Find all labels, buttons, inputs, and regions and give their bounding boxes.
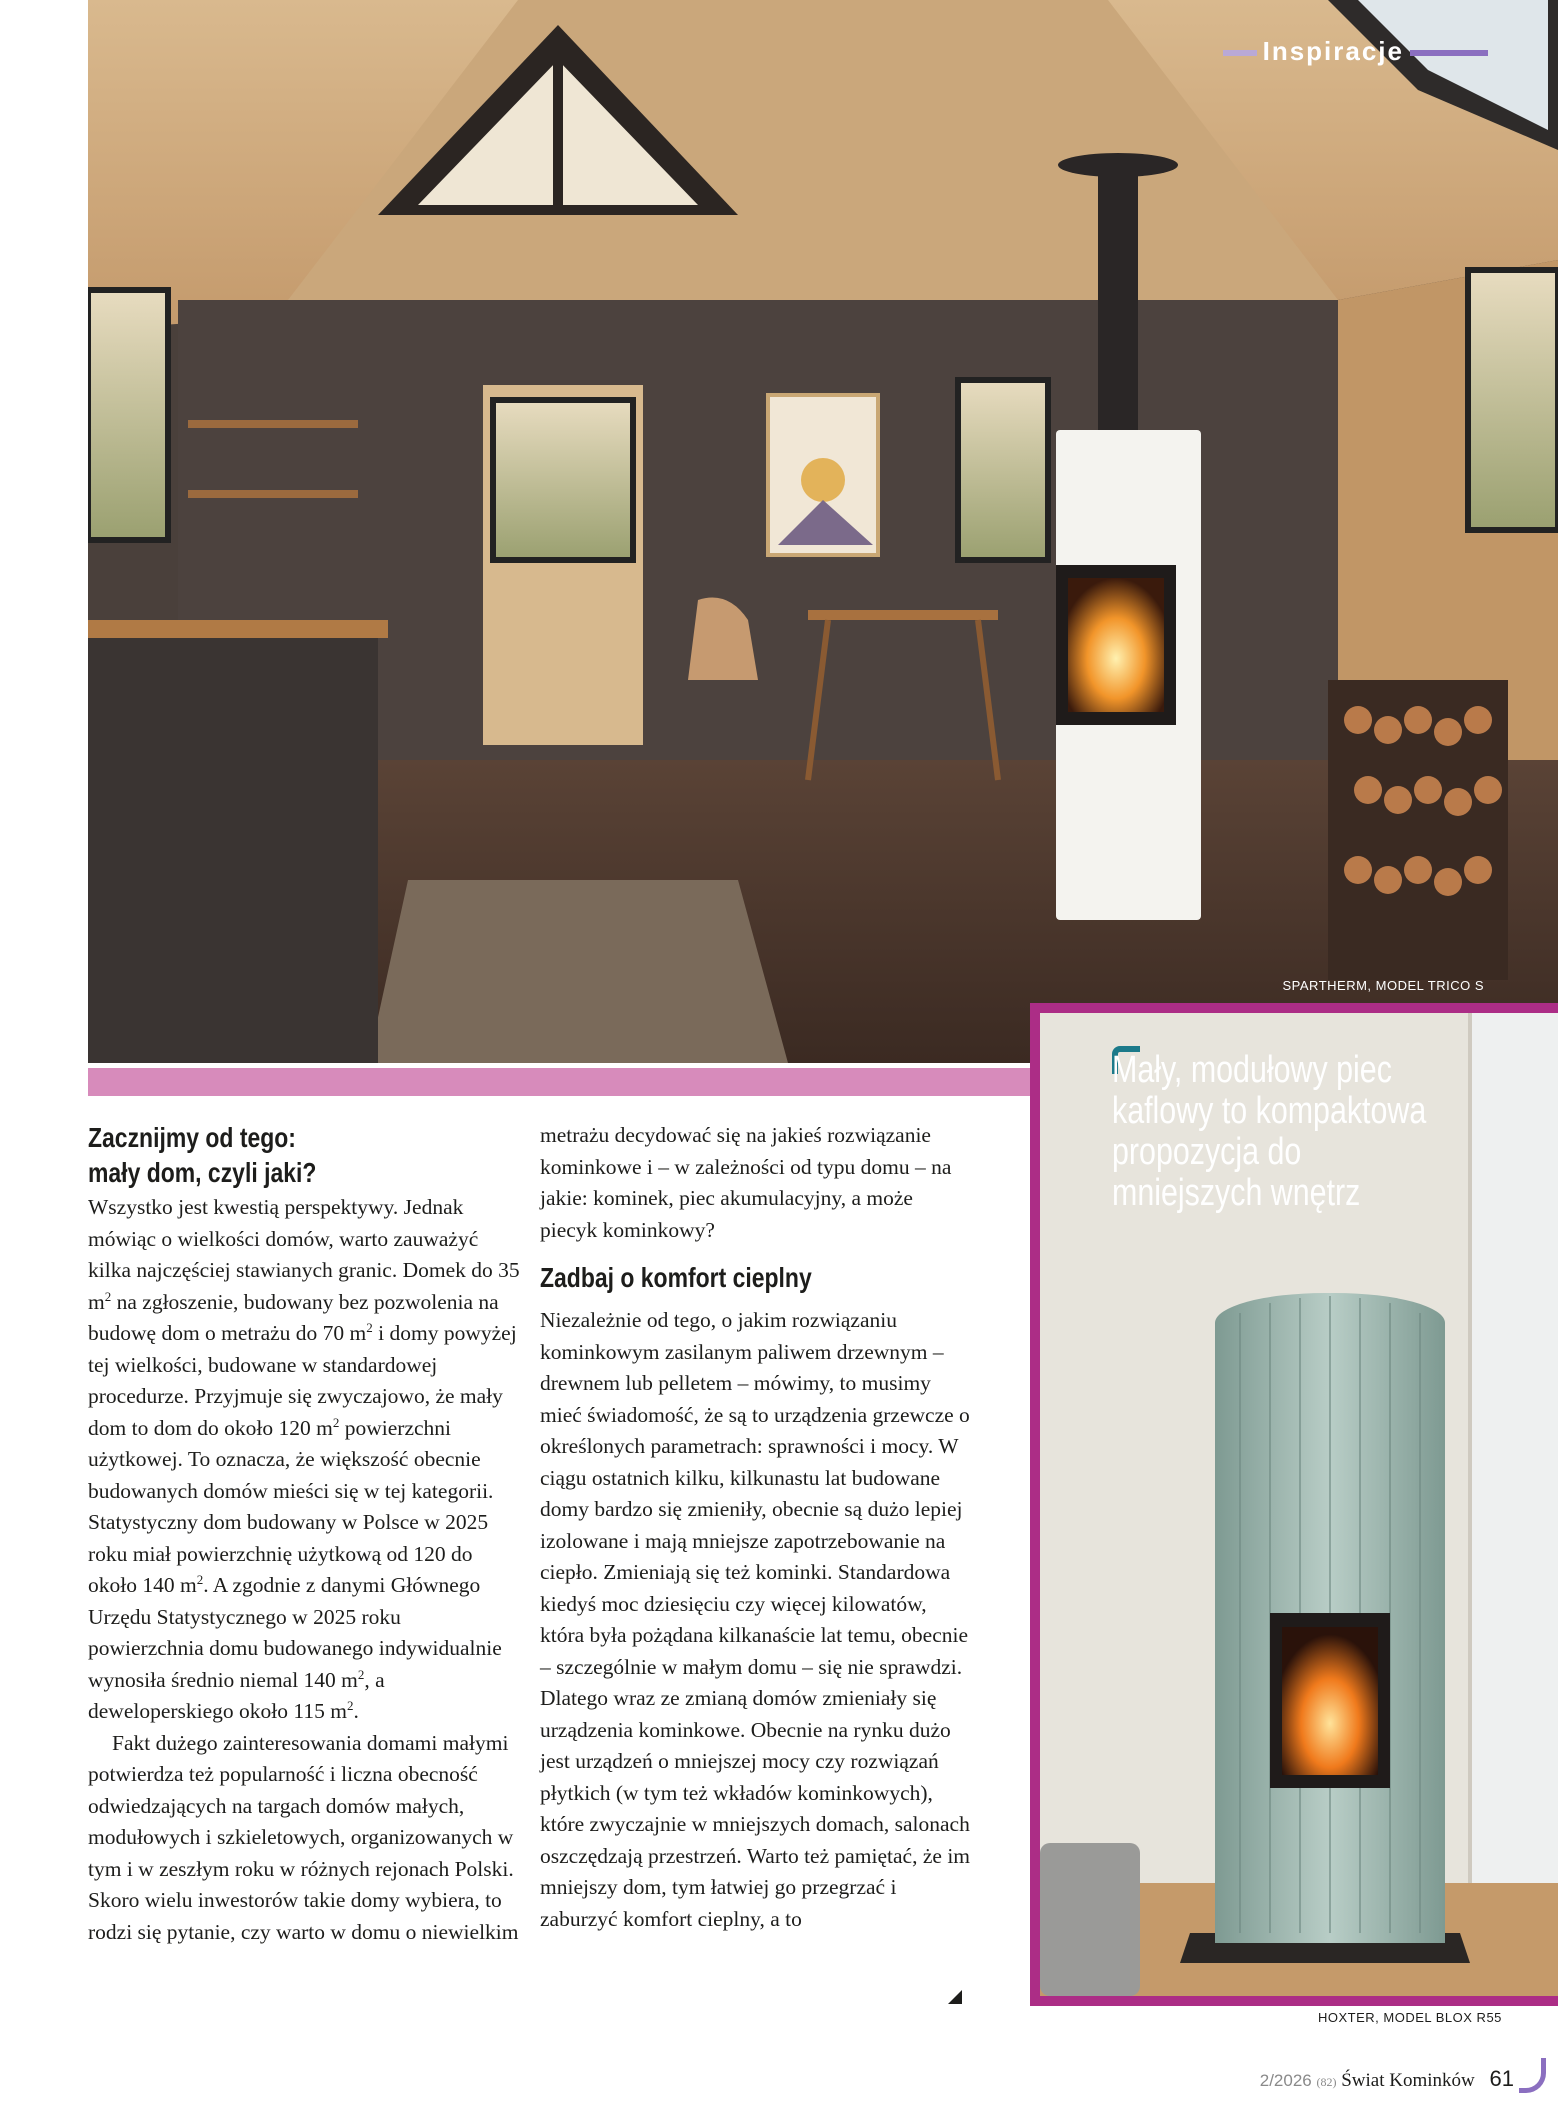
hero-photo: [88, 0, 1558, 1063]
section-bar-right: [1410, 50, 1488, 56]
issue-date: 2/2026: [1259, 2071, 1312, 2090]
section-tag: [1223, 36, 1488, 67]
sidebar-photo-caption: HOXTER, MODEL BLOX R55: [1318, 2010, 1502, 2025]
footer-curl-icon: [1519, 2058, 1546, 2093]
section-heading-small-house: [88, 1120, 520, 1190]
paragraph-continuation: metrażu decydować się na jakieś rozwiązanie kominkowe i – w zależności od typu domu – na jakie: kominek, piec akumulacyjny, a może piecyk kominkowy?: [540, 1123, 952, 1242]
text-run: powierzchni użytkowej. To oznacza, że większość obecnie budowanych domów mieści się w tej kategorii. Statystyczny dom budowany w Polsce w 2025 roku miał powierzchnię użytkową od 120 do około 140 m: [88, 1415, 494, 1597]
text-run: na zgłoszenie, budowany bez pozwolenia na budowę dom o metrażu do 70 m: [88, 1289, 499, 1345]
superscript: 2: [332, 1414, 340, 1430]
text-run: .: [353, 1699, 359, 1723]
paragraph-house-size: [88, 1192, 520, 1728]
text-run: . A zgodnie z danymi Głównego Urzędu Statystycznego w 2025 roku powierzchnia domu budowanego indywidualnie wynosiła średnio niemal 140 m: [88, 1573, 502, 1692]
issue-number: (82): [1316, 2075, 1337, 2089]
continue-arrow-icon: [948, 1990, 962, 2004]
text-run: , a deweloperskiego około 115 m: [88, 1667, 385, 1723]
hero-photo-caption: SPARTHERM, MODEL TRICO S: [1282, 978, 1484, 993]
superscript: 2: [346, 1697, 354, 1713]
page-number: 61: [1489, 2066, 1514, 2091]
superscript: 2: [366, 1319, 373, 1335]
article-column-left: [88, 1120, 520, 1948]
heading-line-1: Zacznijmy od tego:: [88, 1122, 296, 1153]
text-run: Wszystko jest kwestią perspektywy. Jednak mówiąc o wielkości domów, warto zauważyć kilka najczęściej stawianych granic. Domek do 35 m: [88, 1195, 520, 1314]
heading-line-2: mały dom, czyli jaki?: [88, 1157, 317, 1188]
article-column-right: [540, 1120, 972, 1935]
section-label: Inspiracje: [1262, 36, 1404, 66]
superscript: 2: [104, 1288, 112, 1304]
pink-accent-band: [88, 1068, 1030, 1096]
page-footer: [1260, 2066, 1514, 2092]
magazine-title: Świat Kominków: [1341, 2070, 1475, 2091]
hero-illustration: [88, 0, 1558, 1063]
section-heading-comfort: Zadbaj o komfort cieplny: [540, 1262, 812, 1293]
paragraph-comfort: Niezależnie od tego, o jakim rozwiązaniu kominkowym zasilanym paliwem drzewnym – drewnem lub pelletem – mówimy, to musimy mieć świadomość, że są to urządzenia grzewcze o określonych parametrach: sprawności i mocy. W ciągu ostatnich kilku, kilkunastu lat budowane domy bardzo się zmieniły, obecnie są dużo lepiej izolowane i mają mniejsze zapotrzebowanie na ciepło. Zmieniają się też kominki. Standardowa kiedyś moc dziesięciu czy więcej kilowatów, która była pożądana kilkanaście lat temu, obecnie – szczególnie w małym domu – się nie sprawdzi. Dlatego wraz ze zmianą domów zmieniały się urządzenia kominkowe. Obecnie na rynku dużo jest urządzeń o mniejszej mocy czy rozwiązań płytkich (w tym też wkładów kominkowych), które zwyczajnie w mniejszych domach, salonach oszczędzają przestrzeń. Warto też pamiętać, że im mniejszy dom, tym łatwiej go przegrzać i zaburzyć komfort cieplny, a to: [540, 1308, 971, 1931]
text-run: i domy powyżej tej wielkości, budowane w standardowej procedurze. Przyjmuje się zwyczajowo, że mały dom to dom do około 120 m: [88, 1321, 517, 1440]
superscript: 2: [357, 1666, 365, 1682]
paragraph-interest: Fakt dużego zainteresowania domami małymi potwierdza też popularność i liczna obecność odwiedzających na targach domów małych, modułowych i szkieletowych, organizowanych w tym i w zeszłym roku w różnych rejonach Polski. Skoro wielu inwestorów takie domy wybiera, to rodzi się pytanie, czy warto w domu o niewielkim: [88, 1730, 519, 1944]
section-bar-left: [1223, 50, 1257, 56]
pull-quote: Mały, modułowy piec kaflowy to kompaktowa propozycja do mniejszych wnętrz: [1112, 1049, 1427, 1214]
superscript: 2: [196, 1571, 204, 1587]
